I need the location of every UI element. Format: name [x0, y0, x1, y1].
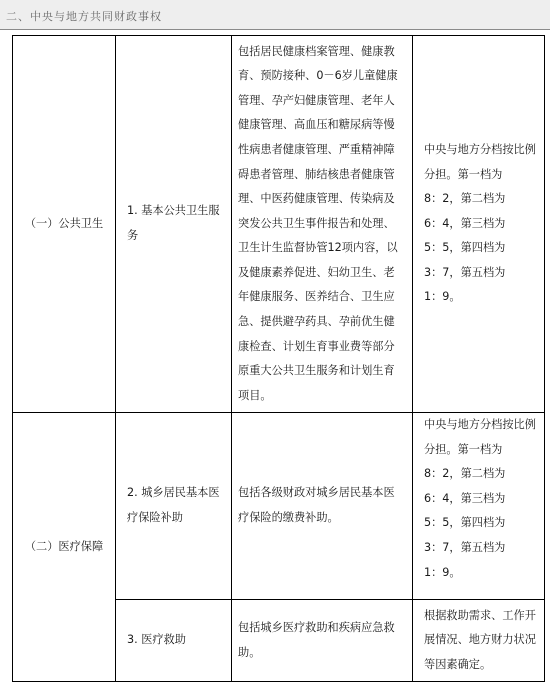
- item-cell: [116, 413, 232, 600]
- responsibility-table: [12, 35, 545, 682]
- ratio-line: 分担。第一档为: [424, 167, 503, 181]
- ratio-line: 展情况、地方财力状况: [424, 633, 536, 647]
- ratio-cell: [413, 413, 545, 600]
- description-line: 原重大公共卫生服务和计划生育: [238, 364, 395, 378]
- item-line: 疗保险补助: [127, 511, 183, 524]
- ratio-line: 3：7，第五档为: [424, 540, 506, 554]
- description-line: 康检查、计划生育事业费等部分: [238, 339, 395, 353]
- ratio-line: 1：9。: [424, 565, 461, 579]
- ratio-line: 等因素确定。: [424, 657, 492, 671]
- ratio-cell: [413, 600, 545, 682]
- ratio-line: 中央与地方分档按比例: [424, 418, 536, 431]
- table-row: [13, 413, 545, 600]
- description-line: 疗保险的缴费补助。: [238, 511, 339, 524]
- description-line: 包括居民健康档案管理、健康教: [238, 44, 395, 58]
- category-cell: [13, 36, 116, 413]
- description-line: 理、中医药健康管理、传染病及: [238, 192, 395, 206]
- ratio-line: 中央与地方分档按比例: [424, 142, 536, 156]
- description-line: 管理、孕产妇健康管理、老年人: [238, 93, 395, 107]
- description-line: 包括城乡医疗救助和疾病应急救: [238, 620, 395, 634]
- description-line: 项目。: [238, 388, 272, 402]
- ratio-line: 根据救助需求、工作开: [424, 608, 536, 622]
- ratio-line: 6：4，第三档为: [424, 491, 506, 505]
- description-line: 健康管理、高血压和糖尿病等慢: [238, 118, 395, 132]
- description-line: 育、预防接种、0－6岁儿童健康: [238, 69, 398, 83]
- item-cell: [116, 600, 232, 682]
- description-line: 碍患者管理、肺结核患者健康管: [238, 167, 395, 181]
- description-line: 助。: [238, 645, 261, 659]
- description-line: 及健康素养促进、妇幼卫生、老: [238, 265, 395, 279]
- ratio-line: 分担。第一档为: [424, 442, 503, 456]
- table-row: [13, 36, 545, 413]
- section-header: [0, 0, 550, 30]
- description-line: 突发公共卫生事件报告和处理、: [238, 216, 395, 230]
- item-cell: [116, 36, 232, 413]
- ratio-cell: [413, 36, 545, 413]
- ratio-line: 6：4，第三档为: [424, 216, 506, 230]
- description-cell: [232, 36, 413, 413]
- description-cell: [232, 413, 413, 600]
- item-line: 3. 医疗救助: [127, 633, 186, 647]
- item-line: 2. 城乡居民基本医: [127, 486, 220, 500]
- item-line: 1. 基本公共卫生服: [127, 204, 220, 218]
- ratio-line: 5：5，第四档为: [424, 516, 506, 530]
- description-line: 年健康服务、医养结合、卫生应: [238, 290, 395, 304]
- ratio-line: 1：9。: [424, 290, 461, 304]
- category-label: （一）公共卫生: [24, 216, 104, 230]
- description-line: 包括各级财政对城乡居民基本医: [238, 486, 395, 500]
- description-cell: [232, 600, 413, 682]
- description-line: 性病患者健康管理、严重精神障: [238, 142, 395, 156]
- item-line: 务: [127, 229, 139, 242]
- ratio-line: 8：2，第二档为: [424, 192, 506, 206]
- section-title: 二、中央与地方共同财政事权: [6, 10, 162, 23]
- description-line: 急、提供避孕药具、孕前优生健: [238, 315, 395, 329]
- ratio-line: 8：2，第二档为: [424, 467, 506, 481]
- category-label: （二）医疗保障: [24, 539, 104, 553]
- description-line: 卫生计生监督协管12项内容，以: [238, 241, 398, 255]
- category-cell: [13, 413, 116, 682]
- ratio-line: 5：5，第四档为: [424, 241, 506, 255]
- ratio-line: 3：7，第五档为: [424, 265, 506, 279]
